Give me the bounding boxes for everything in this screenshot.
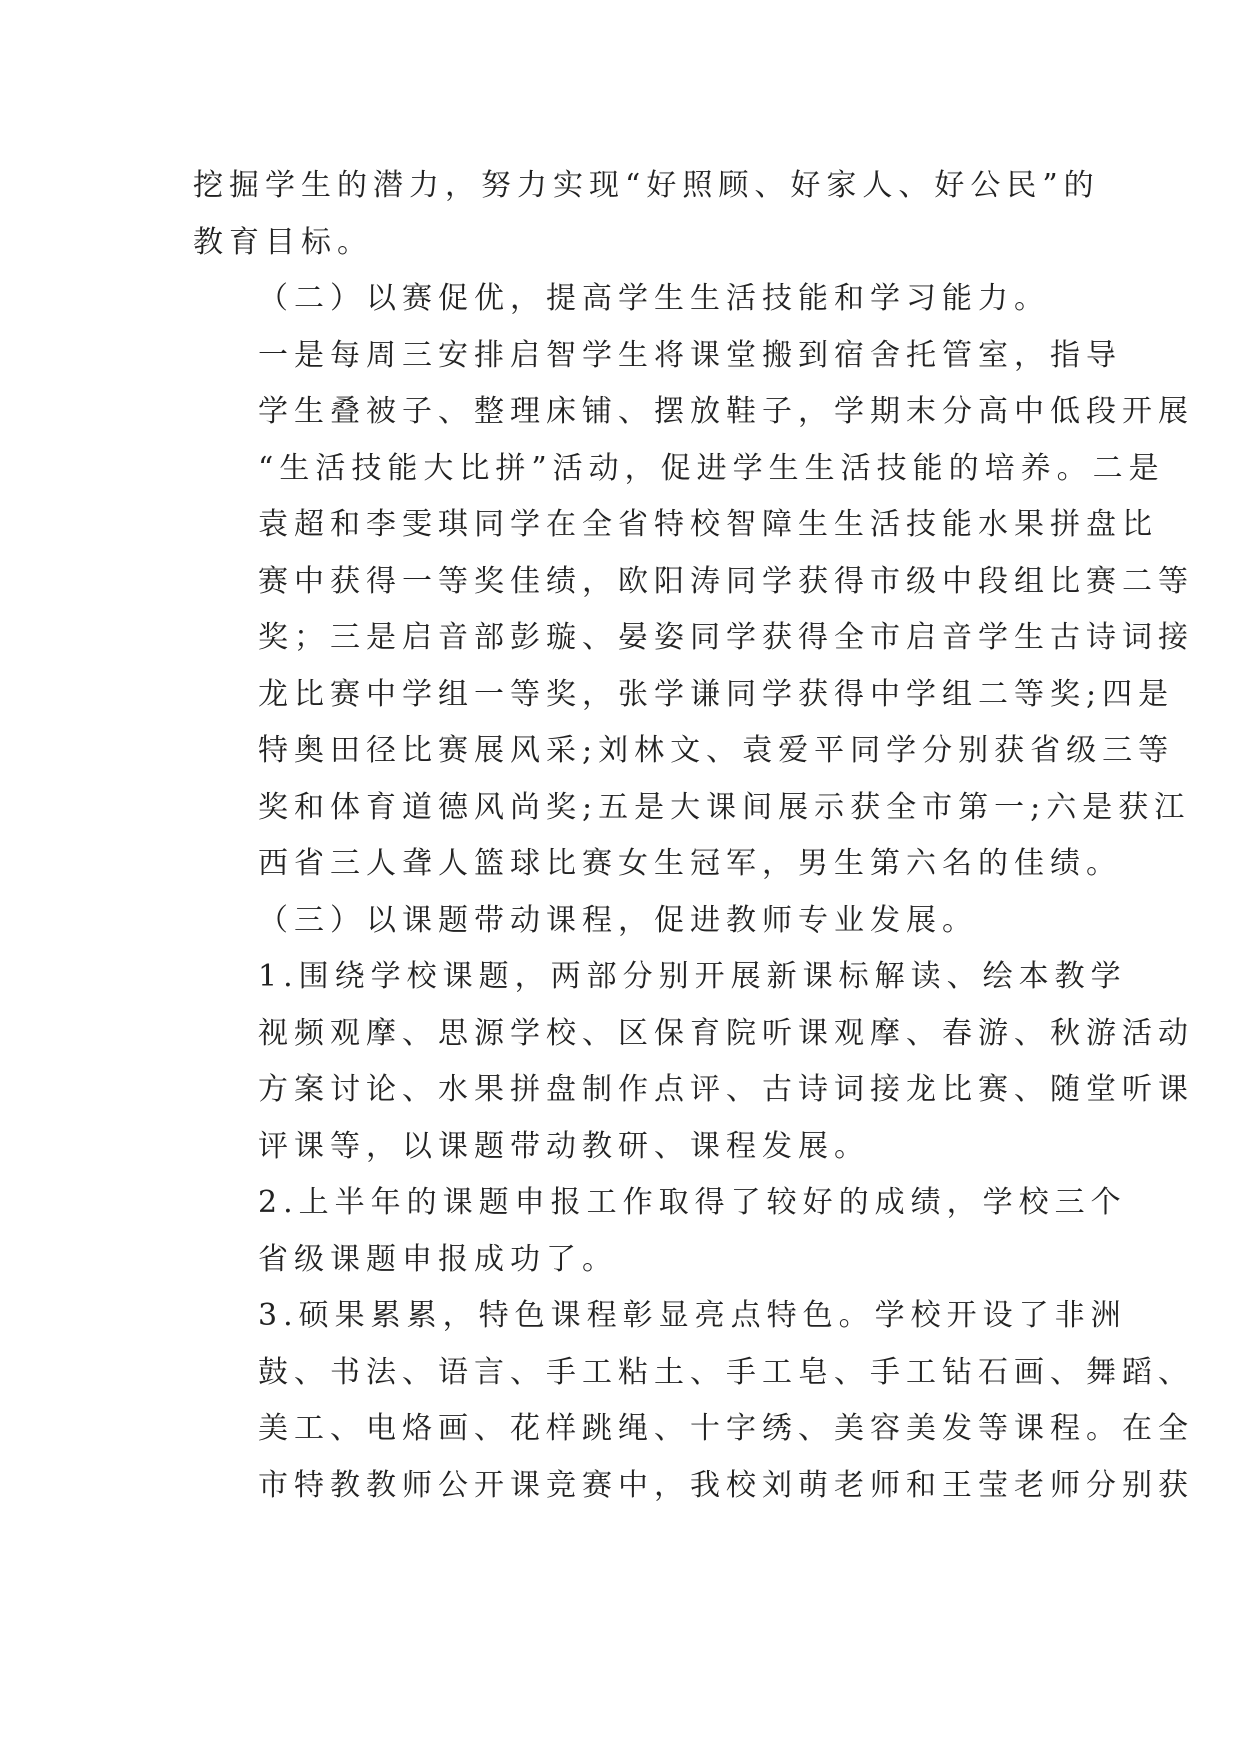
section-heading-2 xyxy=(193,271,1053,328)
text-line: 视频观摩、思源学校、区保育院听课观摩、春游、秋游活动 xyxy=(258,1015,1194,1051)
text-line: 赛中获得一等奖佳绩，欧阳涛同学获得市级中段组比赛二等 xyxy=(258,563,1194,599)
paragraph-item-2 xyxy=(193,1175,1127,1288)
text-line: 挖掘学生的潜力，努力实现“好照顾、好家人、好公民”的 xyxy=(193,168,1100,203)
text-line: 3.硕果累累，特色课程彰显亮点特色。学校开设了非洲 xyxy=(258,1298,1127,1333)
section-heading-3 xyxy=(193,893,1053,950)
text-line: 龙比赛中学组一等奖，张学谦同学获得中学组二等奖;四是 xyxy=(258,676,1175,712)
text-line: 方案讨论、水果拼盘制作点评、古诗词接龙比赛、随堂听课 xyxy=(258,1072,1194,1107)
text-line: 学生叠被子、整理床铺、摆放鞋子，学期末分高中低段开展 xyxy=(258,394,1194,429)
text-line: 评课等，以课题带动教研、课程发展。 xyxy=(258,1128,870,1164)
heading-text: （三）以课题带动课程，促进教师专业发展。 xyxy=(258,902,978,938)
text-line: 市特教教师公开课竞赛中，我校刘萌老师和王莹老师分别获 xyxy=(258,1467,1194,1503)
paragraph-item-3 xyxy=(193,1288,1194,1514)
text-line: 特奥田径比赛展风采;刘林文、袁爱平同学分别获省级三等 xyxy=(258,733,1175,768)
text-line: “生活技能大比拼”活动，促进学生生活技能的培养。二是 xyxy=(258,450,1165,486)
paragraph-item-1 xyxy=(193,949,1194,1175)
text-line: 奖和体育道德风尚奖;五是大课间展示获全市第一;六是获江 xyxy=(258,789,1191,825)
text-line: 教育目标。 xyxy=(193,224,373,260)
heading-text: （二）以赛促优，提高学生生活技能和学习能力。 xyxy=(258,281,1050,316)
text-line: 袁超和李雯琪同学在全省特校智障生生活技能水果拼盘比 xyxy=(258,507,1158,542)
text-line: 奖；三是启音部彭璇、晏姿同学获得全市启音学生古诗词接 xyxy=(258,620,1194,655)
text-line: 省级课题申报成功了。 xyxy=(258,1241,618,1277)
paragraph-education-goal xyxy=(193,158,1100,271)
text-line: 1.围绕学校课题，两部分别开展新课标解读、绘本教学 xyxy=(258,959,1127,994)
paragraph-competition-results xyxy=(193,328,1194,893)
text-line: 一是每周三安排启智学生将课堂搬到宿舍托管室，指导 xyxy=(258,337,1122,373)
text-line: 美工、电烙画、花样跳绳、十字绣、美容美发等课程。在全 xyxy=(258,1411,1194,1446)
text-line: 2.上半年的课题申报工作取得了较好的成绩，学校三个 xyxy=(258,1185,1127,1220)
document-body xyxy=(193,158,1194,1514)
text-line: 鼓、书法、语言、手工粘土、手工皂、手工钻石画、舞蹈、 xyxy=(258,1354,1194,1390)
text-line: 西省三人聋人篮球比赛女生冠军，男生第六名的佳绩。 xyxy=(258,846,1122,881)
